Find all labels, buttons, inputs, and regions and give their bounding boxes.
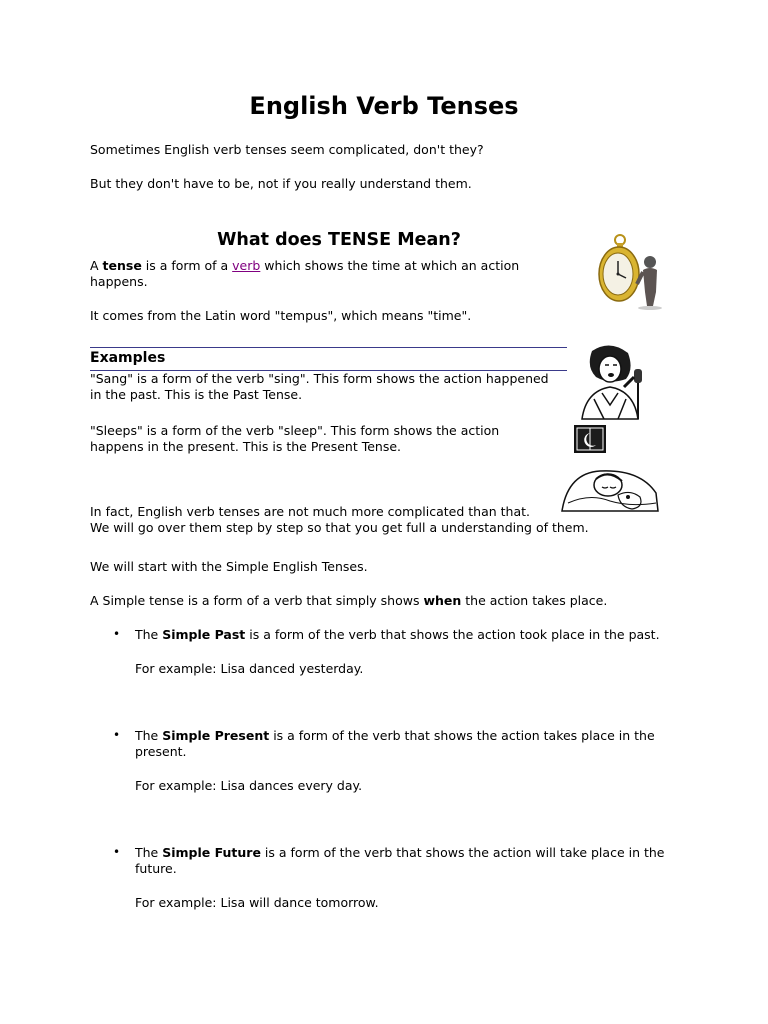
- start-paragraph: We will start with the Simple English Tenses.: [90, 559, 368, 574]
- tense-heading: What does TENSE Mean?: [217, 230, 461, 250]
- verb-link[interactable]: verb: [232, 258, 261, 273]
- bullet-text: The Simple Past is a form of the verb that shows the action took place in the past.: [135, 627, 660, 642]
- bullet-dot: •: [113, 845, 121, 859]
- bullet-example: For example: Lisa will dance tomorrow.: [135, 895, 379, 910]
- bullet-dot: •: [113, 728, 121, 742]
- simple-tense-definition: A Simple tense is a form of a verb that simply shows when the action takes place.: [90, 593, 608, 608]
- intro-line-1: Sometimes English verb tenses seem complicated, don't they?: [90, 142, 484, 157]
- tense-definition: A tense is a form of a verb which shows the time at which an action happens.: [90, 258, 520, 289]
- intro-line-2: But they don't have to be, not if you really understand them.: [90, 176, 472, 191]
- bullet-text: The Simple Future is a form of the verb that shows the action will take place in the future.: [135, 845, 665, 876]
- tense-origin: It comes from the Latin word "tempus", which means "time".: [90, 308, 472, 323]
- bullet-dot: •: [113, 627, 121, 641]
- singer-woman-icon: [572, 343, 654, 421]
- tense-term: tense: [102, 258, 142, 273]
- sleeping-child-icon: [560, 423, 660, 515]
- bullet-example: For example: Lisa dances every day.: [135, 778, 363, 793]
- page-title: English Verb Tenses: [249, 92, 519, 120]
- example-sang: "Sang" is a form of the verb "sing". This form shows the action happened in the past. This is the Past Tense.: [90, 371, 549, 402]
- pocket-watch-figure-icon: [597, 232, 667, 310]
- bullet-example: For example: Lisa danced yesterday.: [135, 661, 364, 676]
- examples-heading: Examples: [90, 347, 567, 371]
- bullet-text: The Simple Present is a form of the verb that shows the action takes place in the present.: [135, 728, 655, 759]
- example-sleeps: "Sleeps" is a form of the verb "sleep". This form shows the action happens in the present. This is the Present Tense.: [90, 423, 500, 454]
- infact-paragraph: In fact, English verb tenses are not much more complicated than that. We will go over them step by step so that you get full a understanding of them.: [90, 504, 589, 535]
